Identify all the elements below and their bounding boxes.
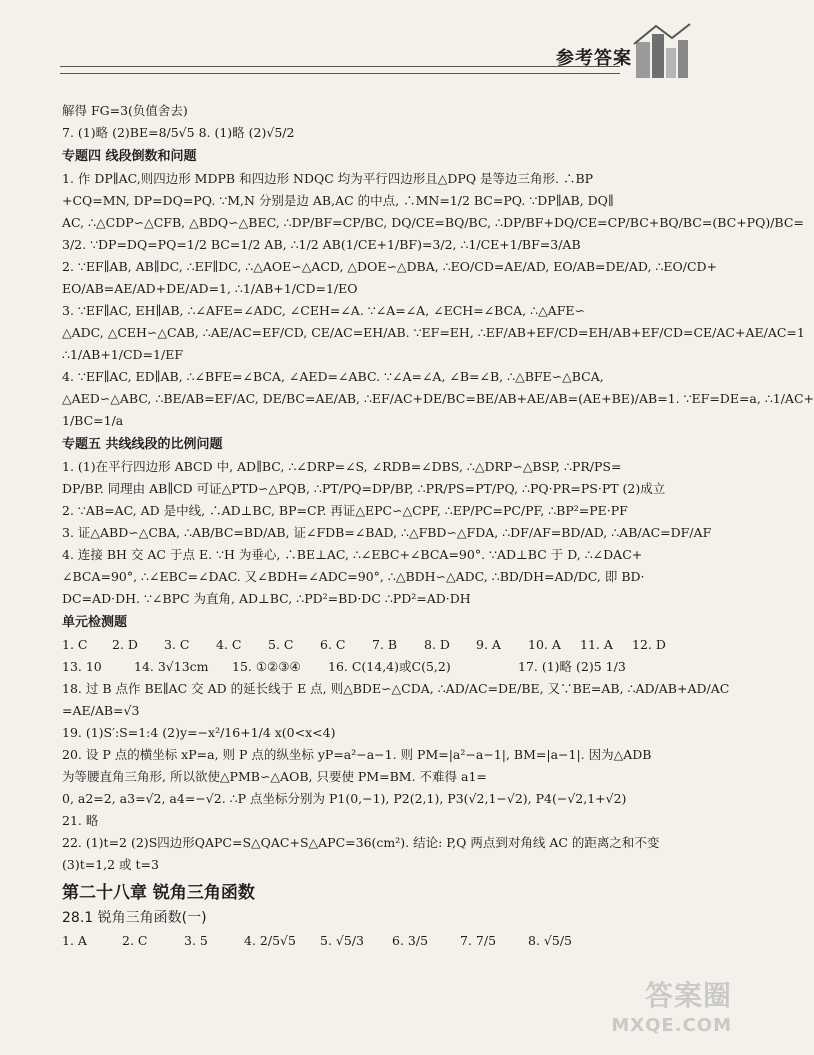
answer-line: 4. ∵EF∥AC, ED∥AB, ∴∠BFE=∠BCA, ∠AED=∠ABC. ∵∠A=∠A, ∠B=∠B, ∴△BFE∽△BCA, [62, 369, 604, 384]
answer-item: 3. 5 [184, 933, 208, 948]
subsection-title: 28.1 锐角三角函数(一) [62, 910, 207, 926]
answer-item: 5. C [268, 637, 294, 652]
answer-item: 15. ①②③④ [232, 659, 301, 674]
header-rule [60, 66, 620, 74]
answer-line: AC, ∴△CDP∽△CFB, △BDQ∽△BEC, ∴DP/BF=CP/BC, DQ/CE=BQ/BC, ∴DP/BF+DQ/CE=CP/BC+BQ/BC=(BC+PQ)/BC= [62, 215, 804, 230]
watermark-line2: MXQE.COM [611, 1015, 732, 1036]
answer-line: 解得 FG=3(负值舍去) [62, 103, 188, 118]
section-title: 专题五 共线线段的比例问题 [62, 437, 223, 452]
answer-line: 3/2. ∵DP=DQ=PQ=1/2 BC=1/2 AB, ∴1/2 AB(1/CE+1/BF)=3/2, ∴1/CE+1/BF=3/AB [62, 237, 581, 252]
answers-row-1 [62, 634, 682, 656]
answer-item: 1. C [62, 637, 88, 652]
answer-line: 20. 设 P 点的横坐标 xP=a, 则 P 点的纵坐标 yP=a²−a−1. 则 PM=|a²−a−1|, BM=|a−1|. 因为△ADB [62, 747, 652, 762]
answer-item: 12. D [632, 637, 666, 652]
answer-line: 为等腰直角三角形, 所以欲使△PMB∽△AOB, 只要使 PM=BM. 不难得 a1= [62, 769, 487, 784]
page-header [0, 0, 750, 90]
answer-line: 2. ∵AB=AC, AD 是中线, ∴AD⊥BC, BP=CP. 再证△EPC∽△CPF, ∴EP/PC=PC/PF, ∴BP²=PE·PF [62, 503, 628, 518]
watermark [611, 981, 732, 1041]
answer-item: 7. 7/5 [460, 933, 497, 948]
answer-line: 3. 证△ABD∽△CBA, ∴AB/BC=BD/AB, 证∠FDB=∠BAD, ∴△FBD∽△FDA, ∴DF/AF=BD/AD, ∴AB/AC=DF/AF [62, 525, 712, 540]
books-decoration-icon [632, 20, 692, 82]
answer-item: 2. C [122, 933, 148, 948]
answer-line: EO/AB=AE/AD+DE/AD=1, ∴1/AB+1/CD=1/EO [62, 281, 358, 296]
answer-line: 3. ∵EF∥AC, EH∥AB, ∴∠AFE=∠ADC, ∠CEH=∠A. ∵∠A=∠A, ∠ECH=∠BCA, ∴△AFE∽ [62, 303, 585, 318]
answer-line: (3)t=1,2 或 t=3 [62, 857, 159, 872]
answer-line: 7. (1)略 (2)BE=8/5√5 8. (1)略 (2)√5/2 [62, 125, 295, 140]
answer-line: 18. 过 B 点作 BE∥AC 交 AD 的延长线于 E 点, 则△BDE∽△CDA, ∴AD/AC=DE/BE, 又∵BE=AB, ∴AD/AB+AD/AC [62, 681, 730, 696]
answer-line: DC=AD·DH. ∵∠BPC 为直角, AD⊥BC, ∴PD²=BD·DC ∴PD²=AD·DH [62, 591, 471, 606]
answer-line: =AE/AB=√3 [62, 703, 140, 718]
section-title: 单元检测题 [62, 615, 128, 630]
answer-content [62, 100, 814, 952]
answer-item: 5. √5/3 [320, 933, 364, 948]
answer-line: △AED∽△ABC, ∴BE/AB=EF/AC, DE/BC=AE/AB, ∴EF/AC+DE/BC=BE/AB+AE/AB=(AE+BE)/AB=1. ∵EF=DE=a, ∴1/AC+ [62, 391, 814, 406]
answer-item: 1. A [62, 933, 87, 948]
answer-item: 2. D [112, 637, 138, 652]
chapter-title: 第二十八章 锐角三角函数 [62, 883, 255, 903]
answer-line: 4. 连接 BH 交 AC 于点 E. ∵H 为垂心, ∴BE⊥AC, ∴∠EBC+∠BCA=90°. ∵AD⊥BC 于 D, ∴∠DAC+ [62, 547, 643, 562]
section-title: 专题四 线段倒数和问题 [62, 149, 197, 164]
answer-line: DP/BP. 同理由 AB∥CD 可证△PTD∽△PQB, ∴PT/PQ=DP/BP, ∴PR/PS=PT/PQ, ∴PQ·PR=PS·PT (2)成立 [62, 481, 666, 496]
answers-row-2 [62, 656, 682, 678]
answer-line: ∠BCA=90°, ∴∠EBC=∠DAC. 又∠BDH=∠ADC=90°, ∴△BDH∽△ADC, ∴BD/DH=AD/DC, 即 BD· [62, 569, 645, 584]
answer-item: 4. C [216, 637, 242, 652]
answer-item: 16. C(14,4)或C(5,2) [328, 659, 451, 674]
answer-item: 8. D [424, 637, 450, 652]
watermark-line1: 答案圈 [644, 979, 732, 1012]
answer-item: 8. √5/5 [528, 933, 572, 948]
answer-item: 17. (1)略 (2)5 1/3 [518, 659, 626, 674]
answer-line: 0, a2=2, a3=√2, a4=−√2. ∴P 点坐标分别为 P1(0,−1), P2(2,1), P3(√2,1−√2), P4(−√2,1+√2) [62, 791, 627, 806]
answer-item: 4. 2/5√5 [244, 933, 296, 948]
answer-item: 3. C [164, 637, 190, 652]
answer-line: +CQ=MN, DP=DQ=PQ. ∵M,N 分别是边 AB,AC 的中点, ∴MN=1/2 BC=PQ. ∵DP∥AB, DQ∥ [62, 193, 614, 208]
answer-line: ∴1/AB+1/CD=1/EF [62, 347, 183, 362]
answer-item: 10. A [528, 637, 561, 652]
answer-item: 11. A [580, 637, 613, 652]
answer-item: 6. 3/5 [392, 933, 429, 948]
answer-item: 13. 10 [62, 659, 102, 674]
answer-line: 1. (1)在平行四边形 ABCD 中, AD∥BC, ∴∠DRP=∠S, ∠RDB=∠DBS, ∴△DRP∽△BSP, ∴PR/PS= [62, 459, 622, 474]
answer-line: 19. (1)S′:S=1:4 (2)y=−x²/16+1/4 x(0<x<4) [62, 725, 336, 740]
answer-item: 7. B [372, 637, 398, 652]
answer-line: 21. 略 [62, 813, 99, 828]
answer-line: 1. 作 DP∥AC,则四边形 MDPB 和四边形 NDQC 均为平行四边形且△DPQ 是等边三角形. ∴BP [62, 171, 594, 186]
answers-row-3 [62, 930, 682, 952]
answer-item: 9. A [476, 637, 501, 652]
answer-line: 2. ∵EF∥AB, AB∥DC, ∴EF∥DC, ∴△AOE∽△ACD, △DOE∽△DBA, ∴EO/CD=AE/AD, EO/AB=DE/AD, ∴EO/CD+ [62, 259, 717, 274]
answer-line: △ADC, △CEH∽△CAB, ∴AE/AC=EF/CD, CE/AC=EH/AB. ∵EF=EH, ∴EF/AB+EF/CD=EH/AB+EF/CD=CE/AC+AE/AC=1 [62, 325, 805, 340]
answer-line: 22. (1)t=2 (2)S四边形QAPC=S△QAC+S△APC=36(cm²). 结论: P,Q 两点到对角线 AC 的距离之和不变 [62, 835, 660, 850]
answer-item: 6. C [320, 637, 346, 652]
answer-item: 14. 3√13cm [134, 659, 209, 674]
answer-line: 1/BC=1/a [62, 413, 124, 428]
header-title: 参考答案 [556, 48, 632, 69]
